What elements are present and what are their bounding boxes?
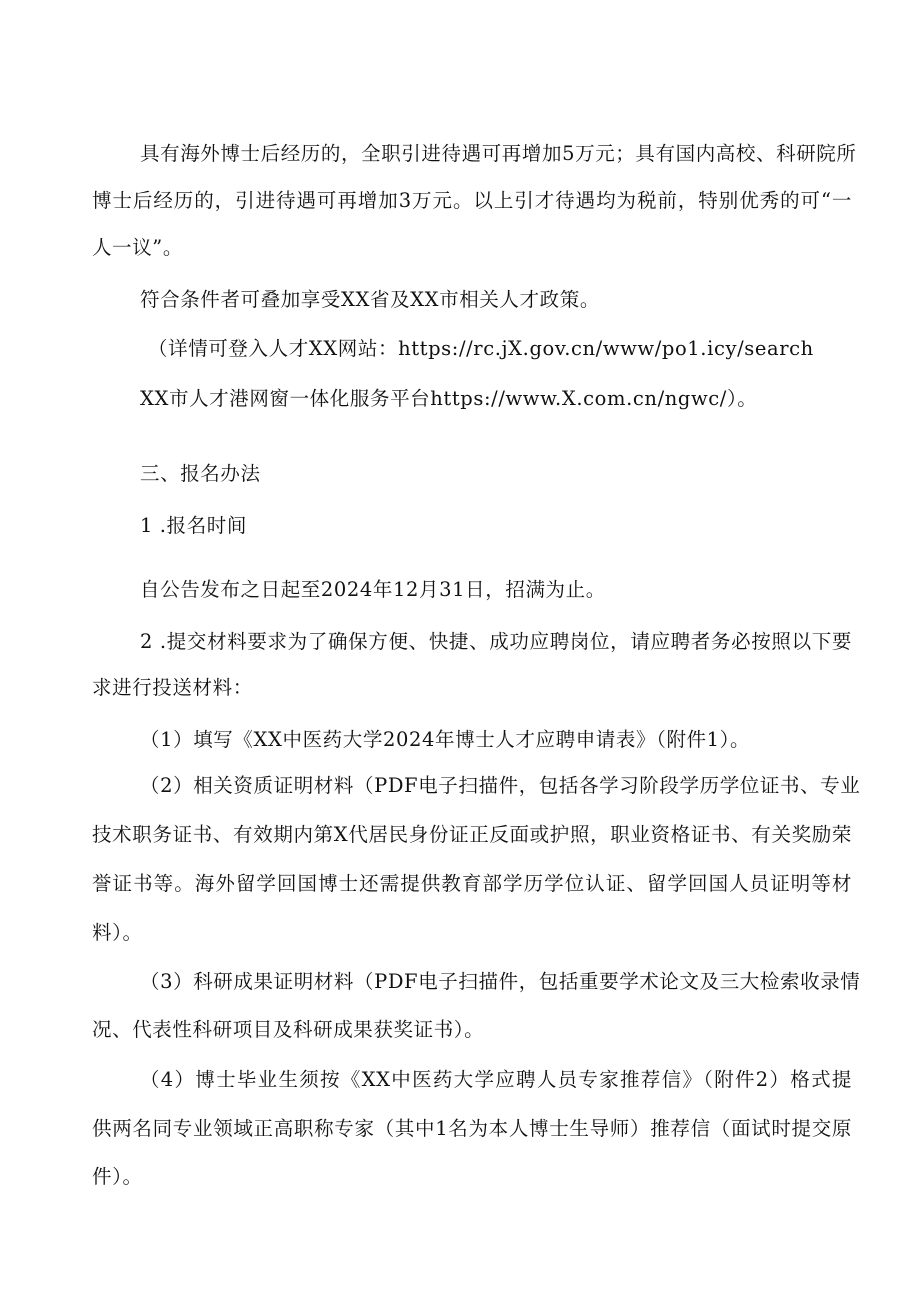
paragraph-line: （4）博士毕业生须按《XX中医药大学应聘人员专家推荐信》（附件2）格式提 (140, 1068, 852, 1091)
paragraph-line: 自公告发布之日起至2024年12月31日，招满为止。 (140, 578, 606, 601)
paragraph-line: 符合条件者可叠加享受XX省及XX市相关人才政策。 (140, 288, 600, 311)
paragraph-line: 誉证书等。海外留学回国博士还需提供教育部学历学位认证、留学回国人员证明等材 (92, 872, 852, 895)
paragraph-line: 求进行投送材料： (92, 676, 253, 699)
paragraph-line: （2）相关资质证明材料（PDF电子扫描件，包括各学习阶段学历学位证书、专业 (140, 774, 861, 797)
paragraph-line: 博士后经历的，引进待遇可再增加3万元。以上引才待遇均为税前，特别优秀的可“一 (92, 189, 852, 212)
paragraph-line: （详情可登入人才XX网站：https://rc.jX.gov.cn/www/po1.icy/search (148, 337, 814, 360)
paragraph-line: 况、代表性科研项目及科研成果获奖证书）。 (92, 1018, 485, 1041)
paragraph-line: 2 .提交材料要求为了确保方便、快捷、成功应聘岗位，请应聘者务必按照以下要 (140, 630, 852, 653)
paragraph-line: 件）。 (92, 1165, 143, 1188)
paragraph-line: 具有海外博士后经历的，全职引进待遇可再增加5万元；具有国内高校、科研院所 (140, 142, 857, 165)
paragraph-line: XX市人才港网窗一体化服务平台https://www.X.com.cn/ngwc/）。 (140, 387, 758, 410)
paragraph-line: （3）科研成果证明材料（PDF电子扫描件，包括重要学术论文及三大检索收录情 (140, 970, 861, 993)
paragraph-line: 人一议”。 (92, 236, 183, 259)
paragraph-line: 料）。 (92, 921, 143, 944)
section-heading: 三、报名办法 (140, 462, 261, 485)
paragraph-line: 技术职务证书、有效期内第X代居民身份证正反面或护照，职业资格证书、有关奖励荣 (92, 823, 852, 846)
item-heading: 1 .报名时间 (140, 514, 248, 537)
paragraph-line: 供两名同专业领域正高职称专家（其中1名为本人博士生导师）推荐信（面试时提交原 (92, 1117, 852, 1140)
paragraph-line: （1）填写《XX中医药大学2024年博士人才应聘申请表》（附件1）。 (140, 728, 751, 751)
